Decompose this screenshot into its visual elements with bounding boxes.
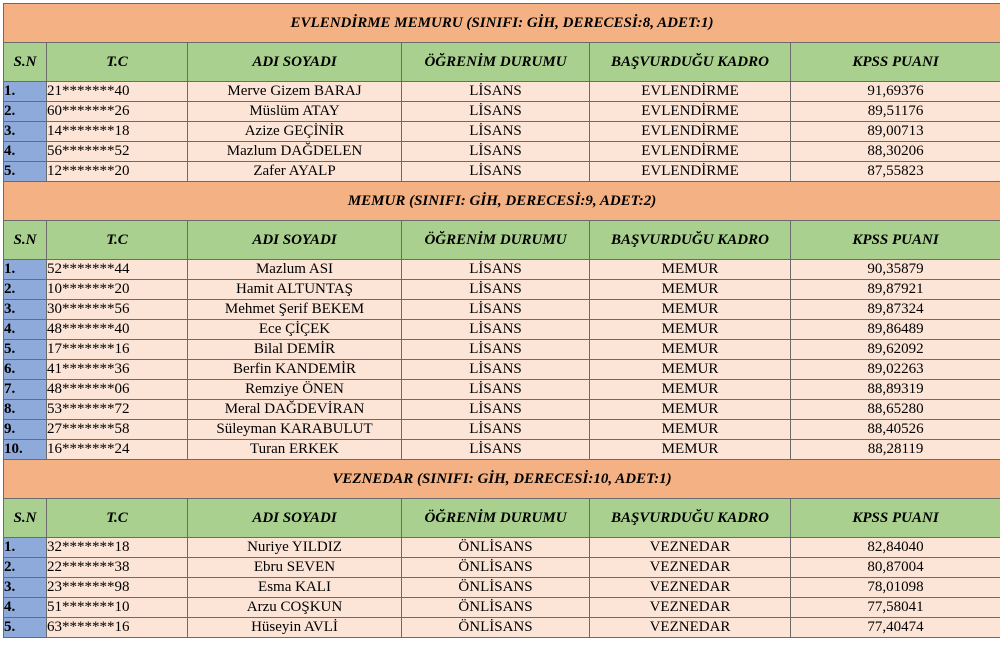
cell-tc: 21*******40 xyxy=(47,82,188,102)
cell-position: VEZNEDAR xyxy=(590,578,791,598)
cell-education: LİSANS xyxy=(402,420,590,440)
cell-name: Nuriye YILDIZ xyxy=(188,538,402,558)
cell-tc: 23*******98 xyxy=(47,578,188,598)
cell-tc: 52*******44 xyxy=(47,260,188,280)
cell-sn: 5. xyxy=(4,162,47,182)
column-header-position: BAŞVURDUĞU KADRO xyxy=(590,221,791,260)
table-row xyxy=(4,558,1000,578)
column-header-sn: S.N xyxy=(4,221,47,260)
column-header-score: KPSS PUANI xyxy=(791,221,1000,260)
section-title-row xyxy=(4,182,1000,221)
cell-education: LİSANS xyxy=(402,280,590,300)
cell-education: LİSANS xyxy=(402,82,590,102)
cell-tc: 48*******06 xyxy=(47,380,188,400)
cell-sn: 1. xyxy=(4,82,47,102)
section-title-row xyxy=(4,460,1000,499)
cell-tc: 30*******56 xyxy=(47,300,188,320)
cell-name: Müslüm ATAY xyxy=(188,102,402,122)
table-row xyxy=(4,598,1000,618)
cell-tc: 51*******10 xyxy=(47,598,188,618)
cell-tc: 14*******18 xyxy=(47,122,188,142)
cell-sn: 8. xyxy=(4,400,47,420)
cell-score: 88,30206 xyxy=(791,142,1000,162)
table-row xyxy=(4,142,1000,162)
cell-score: 88,28119 xyxy=(791,440,1000,460)
cell-education: ÖNLİSANS xyxy=(402,538,590,558)
column-header-education: ÖĞRENİM DURUMU xyxy=(402,499,590,538)
cell-score: 90,35879 xyxy=(791,260,1000,280)
column-header-row xyxy=(4,499,1000,538)
cell-name: Ebru SEVEN xyxy=(188,558,402,578)
column-header-score: KPSS PUANI xyxy=(791,499,1000,538)
column-header-tc: T.C xyxy=(47,499,188,538)
cell-education: LİSANS xyxy=(402,300,590,320)
cell-position: MEMUR xyxy=(590,300,791,320)
cell-position: VEZNEDAR xyxy=(590,598,791,618)
cell-score: 77,40474 xyxy=(791,618,1000,638)
cell-score: 89,87921 xyxy=(791,280,1000,300)
column-header-name: ADI SOYADI xyxy=(188,499,402,538)
cell-tc: 41*******36 xyxy=(47,360,188,380)
table-row xyxy=(4,340,1000,360)
cell-sn: 3. xyxy=(4,300,47,320)
column-header-tc: T.C xyxy=(47,221,188,260)
cell-position: MEMUR xyxy=(590,320,791,340)
cell-sn: 7. xyxy=(4,380,47,400)
cell-position: EVLENDİRME xyxy=(590,142,791,162)
column-header-education: ÖĞRENİM DURUMU xyxy=(402,221,590,260)
cell-education: LİSANS xyxy=(402,340,590,360)
column-header-education: ÖĞRENİM DURUMU xyxy=(402,43,590,82)
table-row xyxy=(4,280,1000,300)
cell-score: 89,00713 xyxy=(791,122,1000,142)
cell-sn: 3. xyxy=(4,578,47,598)
cell-sn: 5. xyxy=(4,340,47,360)
cell-education: LİSANS xyxy=(402,440,590,460)
cell-name: Merve Gizem BARAJ xyxy=(188,82,402,102)
section-title-row xyxy=(4,4,1000,43)
table-row xyxy=(4,538,1000,558)
section-title: VEZNEDAR (SINIFI: GİH, DERECESİ:10, ADET:1) xyxy=(4,460,1000,499)
cell-name: Azize GEÇİNİR xyxy=(188,122,402,142)
cell-name: Hüseyin AVLİ xyxy=(188,618,402,638)
cell-position: MEMUR xyxy=(590,260,791,280)
cell-sn: 2. xyxy=(4,558,47,578)
column-header-name: ADI SOYADI xyxy=(188,221,402,260)
cell-sn: 2. xyxy=(4,280,47,300)
cell-sn: 1. xyxy=(4,538,47,558)
cell-position: EVLENDİRME xyxy=(590,102,791,122)
results-table xyxy=(3,3,1000,638)
cell-score: 77,58041 xyxy=(791,598,1000,618)
cell-position: MEMUR xyxy=(590,340,791,360)
cell-education: LİSANS xyxy=(402,360,590,380)
cell-score: 91,69376 xyxy=(791,82,1000,102)
cell-education: ÖNLİSANS xyxy=(402,598,590,618)
cell-education: LİSANS xyxy=(402,320,590,340)
cell-name: Mazlum ASI xyxy=(188,260,402,280)
cell-position: MEMUR xyxy=(590,400,791,420)
cell-score: 89,86489 xyxy=(791,320,1000,340)
column-header-position: BAŞVURDUĞU KADRO xyxy=(590,499,791,538)
column-header-score: KPSS PUANI xyxy=(791,43,1000,82)
cell-name: Esma KALI xyxy=(188,578,402,598)
cell-score: 89,87324 xyxy=(791,300,1000,320)
cell-position: MEMUR xyxy=(590,420,791,440)
cell-education: LİSANS xyxy=(402,260,590,280)
cell-education: LİSANS xyxy=(402,400,590,420)
cell-sn: 2. xyxy=(4,102,47,122)
cell-position: EVLENDİRME xyxy=(590,82,791,102)
table-row xyxy=(4,82,1000,102)
table-row xyxy=(4,360,1000,380)
cell-position: MEMUR xyxy=(590,360,791,380)
cell-name: Zafer AYALP xyxy=(188,162,402,182)
cell-education: ÖNLİSANS xyxy=(402,578,590,598)
table-row xyxy=(4,578,1000,598)
cell-tc: 16*******24 xyxy=(47,440,188,460)
column-header-row xyxy=(4,43,1000,82)
table-row xyxy=(4,380,1000,400)
cell-name: Meral DAĞDEVİRAN xyxy=(188,400,402,420)
cell-sn: 4. xyxy=(4,320,47,340)
cell-sn: 3. xyxy=(4,122,47,142)
results-table-body xyxy=(4,4,1000,638)
table-row xyxy=(4,440,1000,460)
column-header-position: BAŞVURDUĞU KADRO xyxy=(590,43,791,82)
cell-tc: 32*******18 xyxy=(47,538,188,558)
cell-sn: 6. xyxy=(4,360,47,380)
cell-tc: 10*******20 xyxy=(47,280,188,300)
cell-name: Arzu COŞKUN xyxy=(188,598,402,618)
cell-score: 88,89319 xyxy=(791,380,1000,400)
section-title: EVLENDİRME MEMURU (SINIFI: GİH, DERECESİ:8, ADET:1) xyxy=(4,4,1000,43)
cell-position: MEMUR xyxy=(590,280,791,300)
cell-name: Mazlum DAĞDELEN xyxy=(188,142,402,162)
cell-score: 88,40526 xyxy=(791,420,1000,440)
cell-name: Hamit ALTUNTAŞ xyxy=(188,280,402,300)
cell-sn: 1. xyxy=(4,260,47,280)
cell-score: 89,02263 xyxy=(791,360,1000,380)
cell-tc: 27*******58 xyxy=(47,420,188,440)
cell-sn: 4. xyxy=(4,598,47,618)
column-header-tc: T.C xyxy=(47,43,188,82)
cell-position: EVLENDİRME xyxy=(590,162,791,182)
cell-sn: 4. xyxy=(4,142,47,162)
table-row xyxy=(4,618,1000,638)
table-row xyxy=(4,300,1000,320)
cell-tc: 48*******40 xyxy=(47,320,188,340)
cell-name: Berfin KANDEMİR xyxy=(188,360,402,380)
cell-education: LİSANS xyxy=(402,142,590,162)
cell-position: MEMUR xyxy=(590,380,791,400)
cell-position: MEMUR xyxy=(590,440,791,460)
cell-score: 89,51176 xyxy=(791,102,1000,122)
section-title: MEMUR (SINIFI: GİH, DERECESİ:9, ADET:2) xyxy=(4,182,1000,221)
cell-tc: 53*******72 xyxy=(47,400,188,420)
column-header-row xyxy=(4,221,1000,260)
cell-education: LİSANS xyxy=(402,102,590,122)
cell-position: EVLENDİRME xyxy=(590,122,791,142)
cell-tc: 56*******52 xyxy=(47,142,188,162)
cell-name: Bilal DEMİR xyxy=(188,340,402,360)
cell-education: ÖNLİSANS xyxy=(402,558,590,578)
cell-name: Ece ÇİÇEK xyxy=(188,320,402,340)
cell-sn: 10. xyxy=(4,440,47,460)
cell-name: Remziye ÖNEN xyxy=(188,380,402,400)
column-header-sn: S.N xyxy=(4,43,47,82)
cell-sn: 5. xyxy=(4,618,47,638)
cell-tc: 17*******16 xyxy=(47,340,188,360)
cell-education: ÖNLİSANS xyxy=(402,618,590,638)
column-header-name: ADI SOYADI xyxy=(188,43,402,82)
table-row xyxy=(4,400,1000,420)
cell-name: Süleyman KARABULUT xyxy=(188,420,402,440)
cell-name: Mehmet Şerif BEKEM xyxy=(188,300,402,320)
cell-position: VEZNEDAR xyxy=(590,618,791,638)
table-row xyxy=(4,320,1000,340)
cell-position: VEZNEDAR xyxy=(590,538,791,558)
cell-tc: 12*******20 xyxy=(47,162,188,182)
cell-score: 80,87004 xyxy=(791,558,1000,578)
cell-education: LİSANS xyxy=(402,162,590,182)
cell-sn: 9. xyxy=(4,420,47,440)
cell-education: LİSANS xyxy=(402,380,590,400)
table-row xyxy=(4,122,1000,142)
cell-tc: 60*******26 xyxy=(47,102,188,122)
cell-score: 88,65280 xyxy=(791,400,1000,420)
cell-score: 78,01098 xyxy=(791,578,1000,598)
cell-education: LİSANS xyxy=(402,122,590,142)
table-row xyxy=(4,162,1000,182)
table-row xyxy=(4,102,1000,122)
table-row xyxy=(4,420,1000,440)
column-header-sn: S.N xyxy=(4,499,47,538)
table-row xyxy=(4,260,1000,280)
cell-name: Turan ERKEK xyxy=(188,440,402,460)
cell-score: 82,84040 xyxy=(791,538,1000,558)
cell-tc: 22*******38 xyxy=(47,558,188,578)
cell-tc: 63*******16 xyxy=(47,618,188,638)
cell-score: 89,62092 xyxy=(791,340,1000,360)
cell-position: VEZNEDAR xyxy=(590,558,791,578)
cell-score: 87,55823 xyxy=(791,162,1000,182)
